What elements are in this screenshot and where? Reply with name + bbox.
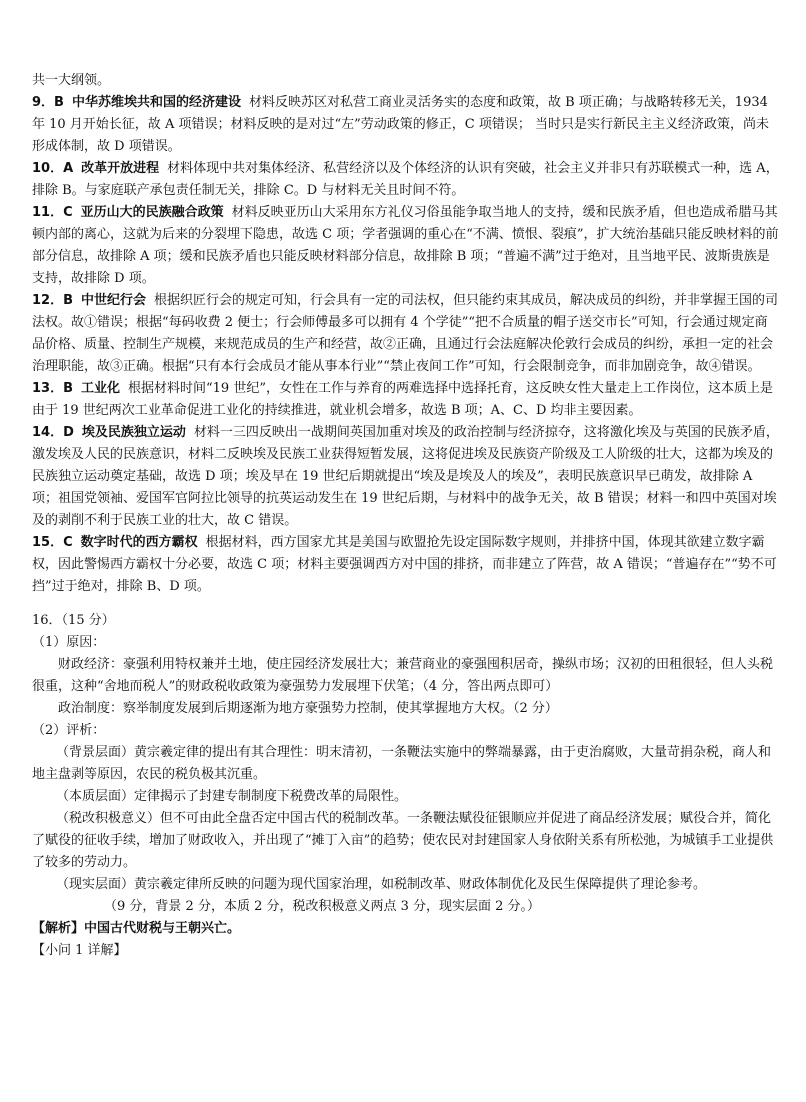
answer-item — [32, 92, 780, 158]
q16-part1-label: （1）原因： — [32, 635, 106, 650]
analysis-label: 【解析】中国古代财税与王朝兴亡。 — [32, 921, 241, 936]
answer-item — [32, 532, 780, 598]
answer-explanation: 材料体现中共对集体经济、私营经济以及个体经济的认识有突破，社会主义并非只有苏联模式一种，选 A，排除 B。与家庭联产承包责任制无关，排除 C。D 与材料无关且时间不符。 — [32, 161, 779, 198]
q16-reality: （现实层面）黄宗羲定律所反映的问题为现代国家治理，如税制改革、财政体制优化及民生保障提供了理论参考。 — [56, 877, 707, 892]
answer-item — [32, 290, 780, 378]
intro-line: 共一大纲领。 — [32, 73, 111, 88]
answer-explanation: 根据织匠行会的规定可知，行会具有一定的司法权，但只能约束其成员，解决成员的纠纷，并非掌握王国的司法权。故①错误；根据“每码收费 2 便士；行会师傅最多可以拥有 4 个学徒”“把不合质量的帽子送交市长”可知，行会通过规定商品价格、质量、控制生产规模，来规范成员的生产和经营，故②正确，且通过行会法庭解决伦敦行会成员的纠纷，承担一定的社会治理职能，故③正确。根据“只有本行会成员才能从事本行业”“禁止夜间工作”可知，行会限制竞争，而非加剧竞争，故④错误。 — [32, 293, 779, 374]
answer-topic: 改革开放进程 — [81, 161, 160, 176]
answer-item — [32, 422, 780, 532]
answer-item — [32, 158, 780, 202]
answer-item — [32, 202, 780, 290]
answer-document — [32, 70, 780, 962]
answer-topic: 亚历山大的民族融合政策 — [80, 205, 224, 220]
answer-topic: 中华苏维埃共和国的经济建设 — [71, 95, 241, 110]
answer-number: 14．D — [32, 425, 74, 440]
answer-topic: 埃及民族独立运动 — [81, 425, 186, 440]
answer-topic: 数字时代的西方霸权 — [80, 535, 198, 550]
answer-list — [32, 92, 780, 598]
answer-number: 12．B — [32, 293, 73, 308]
answer-explanation: 材料反映苏区对私营工商业灵活务实的态度和政策，故 B 项正确；与战略转移无关，1934 年 10 月开始长征，故 A 项错误；材料反映的是对过“左”劳动政策的修正，C 项错误； 当时只是实行新民主主义经济政策，尚未形成体制，故 D 项错误。 — [32, 95, 769, 154]
answer-number: 10．A — [32, 161, 74, 176]
answer-explanation: 材料反映亚历山大采用东方礼仪习俗虽能争取当地人的支持，缓和民族矛盾，但也造成希腊马其顿内部的离心，这就为后来的分裂埋下隐患，故选 C 项；学者强调的重心在“不满、愤恨、裂痕”，扩大统治基础只能反映材料的前部分信息，故排除 A 项；缓和民族矛盾也只能反映材料部分信息，故排除 B 项；“普遍不满”过于绝对，且当地平民、波斯贵族是支持，故排除 D 项。 — [32, 205, 779, 286]
answer-explanation: 根据材料时间“19 世纪”，女性在工作与养育的两难选择中选择托育，这反映女性大量走上工作岗位，这本质上是由于 19 世纪两次工业革命促进工业化的持续推进，就业机会增多，故选 B 项；A、C、D 均非主要因素。 — [32, 381, 773, 418]
q16-background: （背景层面）黄宗羲定律的提出有其合理性：明末清初，一条鞭法实施中的弊端暴露，由于吏治腐败，大量苛捐杂税，商人和地主盘剥等原因，农民的税负极其沉重。 — [32, 745, 772, 782]
q16-part2-label: （2）评析： — [32, 723, 106, 738]
sub-question-label: 【小问 1 详解】 — [32, 943, 127, 958]
q16-scoring: （9 分，背景 2 分，本质 2 分，税改积极意义两点 3 分，现实层面 2 分。） — [104, 899, 541, 914]
q16-politics: 政治制度：察举制度发展到后期逐渐为地方豪强势力控制，使其掌握地方大权。（2 分） — [58, 701, 558, 716]
answer-number: 15．C — [32, 535, 73, 550]
answer-topic: 中世纪行会 — [81, 293, 147, 308]
answer-explanation: 材料一三四反映出一战期间英国加重对埃及的政治控制与经济掠夺，这将激化埃及与英国的民族矛盾，激发埃及人民的民族意识，材料二反映埃及民族工业获得短暂发展，这将促进埃及民族资产阶级及工人阶级的壮大，这都为埃及的民族独立运动奠定基础，故选 D 项；埃及早在 19 世纪后期就提出“埃及是埃及人的埃及”，表明民族意识早已萌发，故排除 A 项；祖国党领袖、爱国军官阿拉比领导的抗英运动发生在 19 世纪后期，与材料中的战争无关，故 B 错误；材料一和四中英国对埃及的剥削不利于民族工业的壮大，故 C 错误。 — [32, 425, 779, 528]
q16-positive: （税改积极意义）但不可由此全盘否定中国古代的税制改革。一条鞭法赋役征银顺应并促进了商品经济发展；赋役合并，简化了赋役的征收手续，增加了财政收入，并出现了“摊丁入亩”的趋势；使农民对封建国家人身依附关系有所松弛，为城镇手工业提供了较多的劳动力。 — [32, 811, 774, 870]
q16-header: 16．（15 分） — [32, 613, 115, 628]
answer-number: 9．B — [32, 95, 64, 110]
answer-topic: 工业化 — [81, 381, 121, 396]
q16-essence: （本质层面）定律揭示了封建专制制度下税费改革的局限性。 — [56, 789, 408, 804]
q16-finance: 财政经济：豪强利用特权兼并土地，使庄园经济发展壮大；兼营商业的豪强囤积居奇，操纵市场；汉初的田租很轻，但人头税很重，这种“舍地而税人”的财政税收政策为豪强势力发展埋下伏笔；（4 分，答出两点即可） — [32, 657, 774, 694]
answer-item — [32, 378, 780, 422]
answer-number: 11．C — [32, 205, 73, 220]
answer-explanation: 根据材料，西方国家尤其是美国与欧盟抢先设定国际数字规则，并排挤中国，体现其欲建立数字霸权，因此警惕西方霸权十分必要，故选 C 项；材料主要强调西方对中国的排挤，而非建立了阵营，故 A 错误；“普遍存在”“势不可挡”过于绝对，排除 B、D 项。 — [32, 535, 777, 594]
answer-number: 13．B — [32, 381, 73, 396]
